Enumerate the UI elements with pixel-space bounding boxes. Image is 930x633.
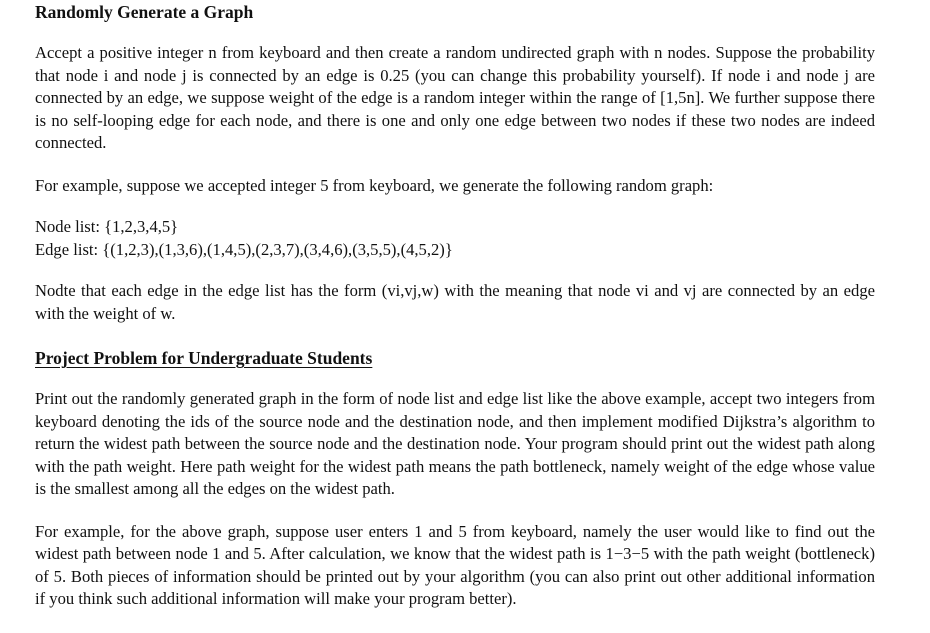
paragraph-task: Print out the randomly generated graph in the form of node list and edge list like the above example, accept two integers from keyboard denoting the ids of the source node and the destination node, and then implement modified Dijkstra’s algorithm to return the widest path between the source node and the destination node. Your program should print out the widest path along with the path weight. Here path weight for the widest path means the path bottleneck, namely weight of the edge whose value is the smallest among all the edges on the widest path. (35, 389, 875, 498)
edge-list-line: Edge list: {(1,2,3),(1,3,6),(1,4,5),(2,3,7),(3,4,6),(3,5,5),(4,5,2)} (35, 239, 453, 259)
section-title-project-problem: Project Problem for Undergraduate Students (35, 348, 373, 368)
paragraph-widest-path-example: For example, for the above graph, suppose user enters 1 and 5 from keyboard, namely the user would like to find out the widest path between node 1 and 5. After calculation, we know that the widest path is 1−3−5 with the path weight (bottleneck) of 5. Both pieces of information should be printed out by your algorithm (you can also print out other additional information if you think such additional information will make your program better). (35, 521, 875, 608)
paragraph-example-intro: For example, suppose we accepted integer 5 from keyboard, we generate the following random graph: (35, 175, 714, 195)
section-title-random-graph: Randomly Generate a Graph (35, 2, 254, 22)
node-list-line: Node list: {1,2,3,4,5} (35, 217, 179, 236)
paragraph-description: Accept a positive integer n from keyboard and then create a random undirected graph with n nodes. Suppose the probability that node i and node j is connected by an edge is 0.25 (you can change this probability yourself). If node i and node j are connected by an edge, we suppose weight of the edge is a random integer within the range of [1,5n]. We further suppose there is no self-looping edge for each node, and there is one and only one edge between two nodes if these two nodes are indeed connected. (35, 43, 875, 152)
paragraph-edge-note: Nodte that each edge in the edge list has the form (vi,vj,w) with the meaning that node vi and vj are connected by an edge with the weight of w. (35, 281, 875, 323)
document-page (35, 0, 875, 611)
